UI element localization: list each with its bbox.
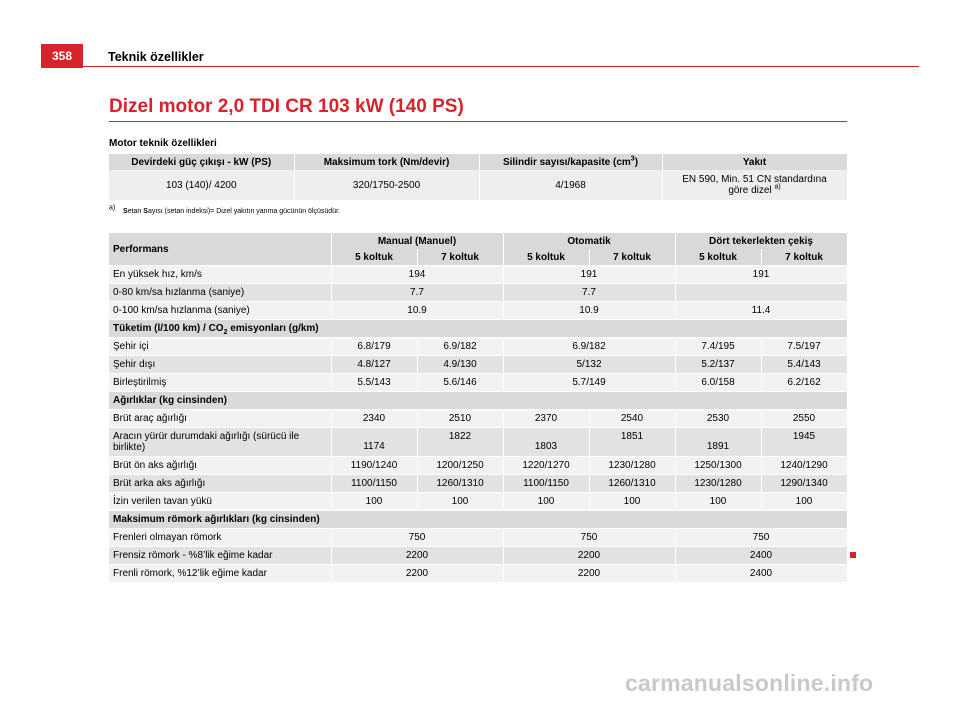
perf-header-awd: Dört tekerlekten çekiş [675,233,847,249]
cell: 100 [417,493,503,511]
cell: 750 [331,529,503,547]
page-number: 358 [41,44,83,68]
cell: 2200 [331,565,503,583]
cell: 11.4 [675,302,847,320]
cell: 1100/1150 [331,475,417,493]
table-row [109,302,847,320]
performance-table [109,233,848,582]
row-label: Aracın yürür durumdaki ağırlığı (sürücü ile birlikte) [109,428,331,457]
row-label: En yüksek hız, km/s [109,266,331,284]
cell: 2510 [417,410,503,428]
cell: 1250/1300 [675,457,761,475]
cell: 1200/1250 [417,457,503,475]
spec-header-row [109,154,847,170]
table-row [109,284,847,302]
cell: 2550 [761,410,847,428]
cell: 750 [675,529,847,547]
cell: 5.4/143 [761,356,847,374]
row-label: Frenleri olmayan römork [109,529,331,547]
spec-header-power: Devirdeki güç çıkışı - kW (PS) [109,154,294,170]
section-row-trailer [109,511,847,529]
cell: 100 [331,493,417,511]
cell: 1803 [503,428,589,457]
cell: 1260/1310 [417,475,503,493]
spec-torque: 320/1750-2500 [294,170,479,200]
cell: 1260/1310 [589,475,675,493]
spec-fuel: EN 590, Min. 51 CN standardına göre dizel $^{a)}$ [662,170,847,200]
cell: 7.5/197 [761,338,847,356]
seat-header: 5 koltuk [503,249,589,266]
row-label: İzin verilen tavan yükü [109,493,331,511]
row-label: 0-80 km/sa hızlanma (saniye) [109,284,331,302]
spec-header-torque: Maksimum tork (Nm/devir) [294,154,479,170]
cell: 10.9 [503,302,675,320]
cell: 6.0/158 [675,374,761,392]
header-rule [41,66,919,67]
cell: 1945 [761,428,847,457]
seat-header: 7 koltuk [589,249,675,266]
table-row [109,410,847,428]
table-row [109,493,847,511]
section-title: Maksimum römork ağırlıkları (kg cinsinden) [109,511,847,529]
cell: 1240/1290 [761,457,847,475]
section-end-marker [850,552,856,558]
cell: 7.7 [331,284,503,302]
spec-header-fuel: Yakıt [662,154,847,170]
cell: 4.9/130 [417,356,503,374]
footnote: $^{a)}$ Setan Sayısı (setan indeksi)= Dizel yakıtın yanma gücünün ölçüsüdür. [109,204,340,215]
cell: 1100/1150 [503,475,589,493]
table-row [109,374,847,392]
table-row [109,428,847,457]
seat-header: 5 koltuk [331,249,417,266]
section-title: Tüketim (l/100 $km) / CO_2$ emisyonları (g/km) [109,320,847,338]
cell: 2400 [675,565,847,583]
cell: 1174 [331,428,417,457]
perf-header-automatic: Otomatik [503,233,675,249]
cell: 5/132 [503,356,675,374]
cell: 2200 [331,547,503,565]
table-row [109,547,847,565]
row-label: Şehir içi [109,338,331,356]
seat-header: 5 koltuk [675,249,761,266]
cell: 1230/1280 [589,457,675,475]
cell: 1290/1340 [761,475,847,493]
perf-header-performance: Performans [109,233,331,266]
section-title: Ağırlıklar (kg cinsinden) [109,392,847,410]
row-label: Brüt araç ağırlığı [109,410,331,428]
cell: 4.8/127 [331,356,417,374]
row-label: Brüt ön aks ağırlığı [109,457,331,475]
cell: 7.4/195 [675,338,761,356]
cell: 1220/1270 [503,457,589,475]
cell: 6.9/182 [503,338,675,356]
cell: 194 [331,266,503,284]
cell: 2200 [503,547,675,565]
cell: 100 [503,493,589,511]
cell: 100 [589,493,675,511]
table-row [109,266,847,284]
cell: 2540 [589,410,675,428]
cell: 10.9 [331,302,503,320]
row-label: 0-100 km/sa hızlanma (saniye) [109,302,331,320]
table-row [109,356,847,374]
table-row [109,457,847,475]
table-row [109,475,847,493]
cell: 2400 [675,547,847,565]
table-row [109,338,847,356]
cell: 7.7 [503,284,675,302]
cell: 1822 [417,428,503,457]
cell: 5.5/143 [331,374,417,392]
cell: 2370 [503,410,589,428]
section-subtitle: Motor teknik özellikleri [109,138,217,149]
cell: 2530 [675,410,761,428]
table-row [109,565,847,583]
cell: 1891 [675,428,761,457]
row-label: Brüt arka aks ağırlığı [109,475,331,493]
cell: 100 [675,493,761,511]
cell: 6.2/162 [761,374,847,392]
cell: 6.8/179 [331,338,417,356]
perf-header-manual: Manual (Manuel) [331,233,503,249]
row-label: Birleştirilmiş [109,374,331,392]
page-title: Dizel motor 2,0 TDI CR 103 kW (140 PS) [109,96,464,117]
cell: 1230/1280 [675,475,761,493]
watermark: carmanualsonline.info [625,670,874,696]
cell: 5.6/146 [417,374,503,392]
chapter-title: Teknik özellikler [108,50,204,64]
seat-header: 7 koltuk [417,249,503,266]
cell: 5.7/149 [503,374,675,392]
section-row-weights [109,392,847,410]
cell: 2340 [331,410,417,428]
seat-header: 7 koltuk [761,249,847,266]
spec-cylinders: 4/1968 [479,170,662,200]
table-row [109,529,847,547]
spec-header-cylinders: Silindir sayısı/kapasite $(cm^3)$ [479,154,662,170]
cell: 2200 [503,565,675,583]
cell: 5.2/137 [675,356,761,374]
cell: 100 [761,493,847,511]
title-rule [109,121,847,122]
spec-value-row [109,170,847,200]
cell: 1190/1240 [331,457,417,475]
row-label: Şehir dışı [109,356,331,374]
section-row-consumption [109,320,847,338]
cell [675,284,847,302]
row-label: Frensiz römork - %8’lik eğime kadar [109,547,331,565]
cell: 191 [675,266,847,284]
cell: 1851 [589,428,675,457]
row-label: Frenli römork, %12’lik eğime kadar [109,565,331,583]
cell: 191 [503,266,675,284]
cell: 6.9/182 [417,338,503,356]
spec-power: 103 (140)/ 4200 [109,170,294,200]
perf-group-header [109,233,847,249]
engine-spec-table [109,154,848,200]
cell: 750 [503,529,675,547]
